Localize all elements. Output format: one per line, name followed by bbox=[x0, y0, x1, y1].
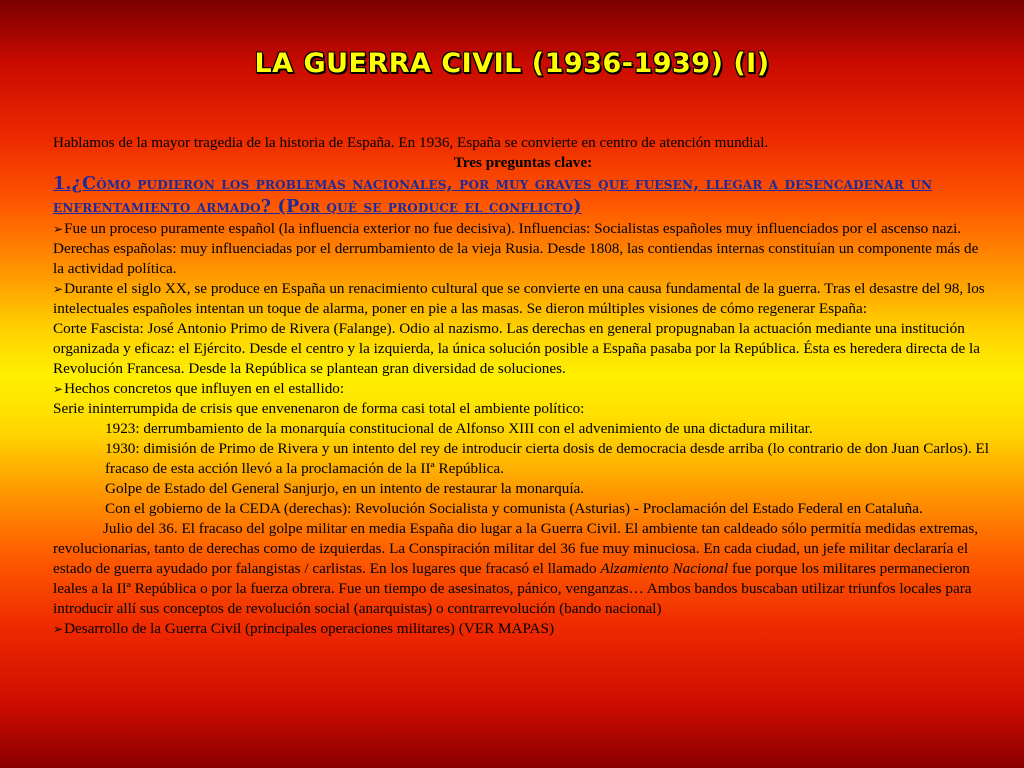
slide-body bbox=[53, 133, 993, 639]
event-item: Con el gobierno de la CEDA (derechas): Revolución Socialista y comunista (Asturias) - Proclamación del Estado Federal en Cataluña. bbox=[105, 500, 923, 517]
bullet-hechos: ➢ Hechos concretos que influyen en el estallido: bbox=[53, 379, 993, 399]
event-item: 1923: derrumbamiento de la monarquía constitucional de Alfonso XIII con el advenimiento de una dictadura militar. bbox=[105, 420, 813, 437]
paragraph-corte-fascista: Corte Fascista: José Antonio Primo de Rivera (Falange). Odio al nazismo. Las derechas en general propugnaban la actuación mediante una institución organizada y eficaz: el Ejército. Desde el centro y la izquierda, la única solución posible a España pasaba por la República. Ésta es heredera directa de la Revolución Francesa. Desde la República se plantean gran diversidad de soluciones. bbox=[53, 320, 981, 377]
bullet-cultural-renaissance: ➢ Durante el siglo XX, se produce en España un renacimiento cultural que se convierte en una causa fundamental de la guerra. Tras el desastre del 98, los intelectuales españoles intentan un toque de alarma, poner en pie a las masas. Se dieron múltiples visiones de cómo regenerar España: bbox=[53, 279, 993, 319]
event-item: Golpe de Estado del General Sanjurjo, en un intento de restaurar la monarquía. bbox=[105, 480, 585, 497]
bullet-influences: ➢ Fue un proceso puramente español (la influencia exterior no fue decisiva). Influencias: Socialistas españoles muy influenciados por el ascenso nazi. Derechas españolas: muy influenciadas por el derrumbamiento de la vieja Rusia. Desde 1808, las contiendas internas constituían un componente más de la actividad política. bbox=[53, 219, 993, 279]
paragraph-serie: Serie ininterrumpida de crisis que envenenaron de forma casi total el ambiente político: bbox=[53, 400, 585, 417]
bullet-desarrollo: ➢ Desarrollo de la Guerra Civil (principales operaciones militares) (VER MAPAS) bbox=[53, 619, 993, 639]
alzamiento-term: Alzamiento Nacional bbox=[600, 560, 729, 577]
julio-text-end: fue porque los militares permanecieron leales a la IIª República o por la fuerza obrera. Fue un tiempo de asesinatos, pánico, venganzas… Ambos bandos buscaban utilizar triunfos locales para introducir allí sus conceptos de revolución social (anarquistas) o contrarrevolución (bando nacional) bbox=[53, 560, 972, 617]
subheading: Tres preguntas clave: bbox=[453, 154, 593, 171]
paragraph-julio bbox=[53, 519, 993, 619]
intro-paragraph: Hablamos de la mayor tragedia de la historia de España. En 1936, España se convierte en centro de atención mundial. bbox=[53, 134, 769, 151]
page-title: LA GUERRA CIVIL (1936-1939) (I) bbox=[254, 48, 770, 79]
key-question-1: 1.¿Cómo pudieron los problemas nacionales, por muy graves que fuesen, llegar a desencadenar un enfrentamiento armado? (Por qué se produce el conflicto) bbox=[53, 174, 933, 217]
event-item: 1930: dimisión de Primo de Rivera y un intento del rey de introducir cierta dosis de democracia desde arriba (lo contrario de don Juan Carlos). El fracaso de esta acción llevó a la proclamación de la IIª República. bbox=[105, 440, 989, 477]
julio-text: Julio del 36. El fracaso del golpe militar en media España dio lugar a la Guerra Civil. El ambiente tan caldeado sólo permitía medidas extremas, revolucionarias, tanto de derechas como de izquierdas. La Conspiración militar del 36 fue muy minuciosa. En cada ciudad, un jefe militar declararía el estado de guerra ayudado por falangistas / carlistas. En los lugares que fracasó el llamado bbox=[53, 520, 979, 577]
